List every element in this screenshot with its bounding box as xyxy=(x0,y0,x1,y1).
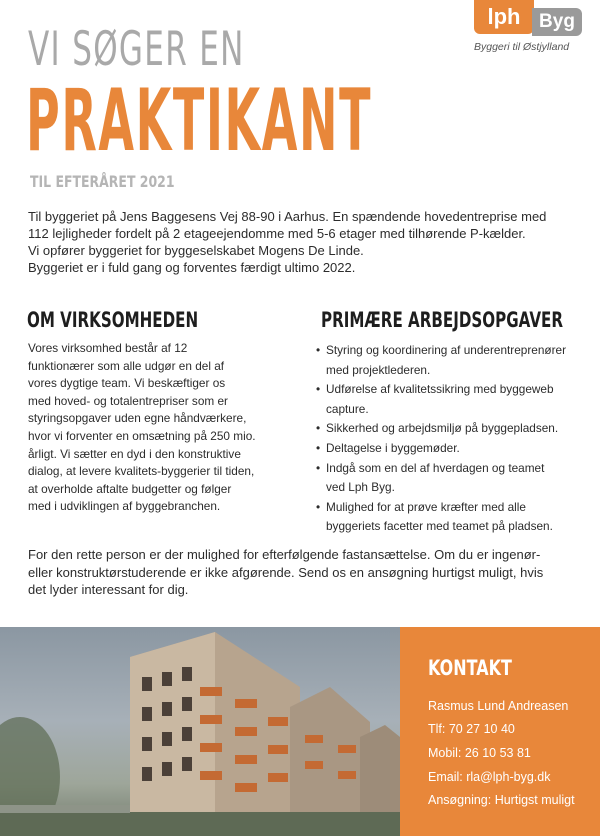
bullet-icon: • xyxy=(316,343,321,357)
intro-line: Vi opfører byggeriet for byggeselskabet Mogens De Linde. xyxy=(28,243,364,258)
logo-byg-mark: Byg xyxy=(532,8,582,36)
outro-line: det lyder interessant for dig. xyxy=(28,582,189,597)
task-line: med projektlederen. xyxy=(326,362,431,377)
about-line: at overholde aftalte budgetter og følger xyxy=(28,481,232,496)
contact-panel xyxy=(400,627,600,836)
task-item xyxy=(316,380,586,419)
headline-subtitle: TIL EFTERÅRET 2021 xyxy=(30,172,175,191)
task-item xyxy=(316,498,586,537)
company-logo xyxy=(474,0,586,62)
bullet-icon: • xyxy=(316,382,321,397)
task-line: Styring og koordinering af underentreprenører xyxy=(326,343,567,357)
about-line: hvor vi forventer en omsætning på 250 mio. xyxy=(28,428,256,443)
intro-paragraph xyxy=(28,208,588,276)
about-line: vores dygtige team. Vi beskæftiger os xyxy=(28,376,226,391)
task-line: Mulighed for at prøve kræfter med alle xyxy=(326,499,526,514)
intro-line: Til byggeriet på Jens Baggesens Vej 88-90 i Aarhus. En spændende hovedentreprise med xyxy=(28,209,547,224)
contact-application: Ansøgning: Hurtigst muligt xyxy=(428,793,575,807)
about-heading: OM VIRKSOMHEDEN xyxy=(27,308,199,332)
about-text xyxy=(28,340,298,516)
about-line: Vores virksomhed består af 12 xyxy=(28,341,188,355)
logo-tagline: Byggeri til Østjylland xyxy=(474,41,570,53)
tasks-list xyxy=(316,341,586,537)
task-item xyxy=(316,341,586,380)
contact-phone: Tlf: 70 27 10 40 xyxy=(428,722,515,736)
logo-lph-mark: lph xyxy=(474,0,534,34)
about-line: styringsopgaver uden egne håndværkere, xyxy=(28,411,247,426)
about-line: med hoved- og totalentrepriser som er xyxy=(28,393,228,408)
building-illustration xyxy=(0,627,400,836)
outro-line: For den rette person er der mulighed for efterfølgende fastansættelse. Om du er ingenør- xyxy=(28,547,541,562)
bullet-icon: • xyxy=(316,499,321,514)
task-line: Deltagelse i byggemøder. xyxy=(326,440,460,455)
bullet-icon: • xyxy=(316,440,321,455)
about-line: funktionærer som alle udgør en del af xyxy=(28,358,225,373)
building-render-image xyxy=(0,627,400,836)
intro-line: 112 lejligheder fordelt på 2 etageejendomme med 5-6 etager med tilhørende P-kælder. xyxy=(28,226,526,241)
task-item xyxy=(316,439,586,459)
contact-heading: KONTAKT xyxy=(428,656,512,680)
about-line: dialog, at levere kvalitets-byggerier til tiden, xyxy=(28,464,255,479)
bullet-icon: • xyxy=(316,460,321,475)
task-line: ved Lph Byg. xyxy=(326,480,395,495)
task-line: capture. xyxy=(326,401,369,416)
headline-title: PRAKTIKANT xyxy=(26,71,373,171)
about-line: årligt. Vi sætter en dyd i den konstruktive xyxy=(28,446,241,461)
task-item xyxy=(316,459,586,498)
outro-line: eller konstruktørstuderende er ikke afgørende. Send os en ansøgning hurtigst muligt, hvis xyxy=(28,564,544,580)
task-item xyxy=(316,419,586,439)
task-line: Udførelse af kvalitetssikring med byggeweb xyxy=(326,382,554,397)
contact-name: Rasmus Lund Andreasen xyxy=(428,699,569,713)
task-line: Indgå som en del af hverdagen og teamet xyxy=(326,460,545,475)
task-line: Sikkerhed og arbejdsmiljø på byggepladsen. xyxy=(326,421,559,436)
bullet-icon: • xyxy=(316,421,321,436)
contact-email: Email: rla@lph-byg.dk xyxy=(428,770,551,784)
contact-mobile: Mobil: 26 10 53 81 xyxy=(428,746,531,760)
headline-line-1: VI SØGER EN xyxy=(28,22,245,77)
intro-line: Byggeriet er i fuld gang og forventes færdigt ultimo 2022. xyxy=(28,260,356,275)
outro-paragraph xyxy=(28,546,588,599)
tasks-heading: PRIMÆRE ARBEJDSOPGAVER xyxy=(321,308,563,332)
task-line: byggeriets facetter med teamet på pladsen. xyxy=(326,519,553,534)
about-line: med i udviklingen af byggebranchen. xyxy=(28,499,221,514)
